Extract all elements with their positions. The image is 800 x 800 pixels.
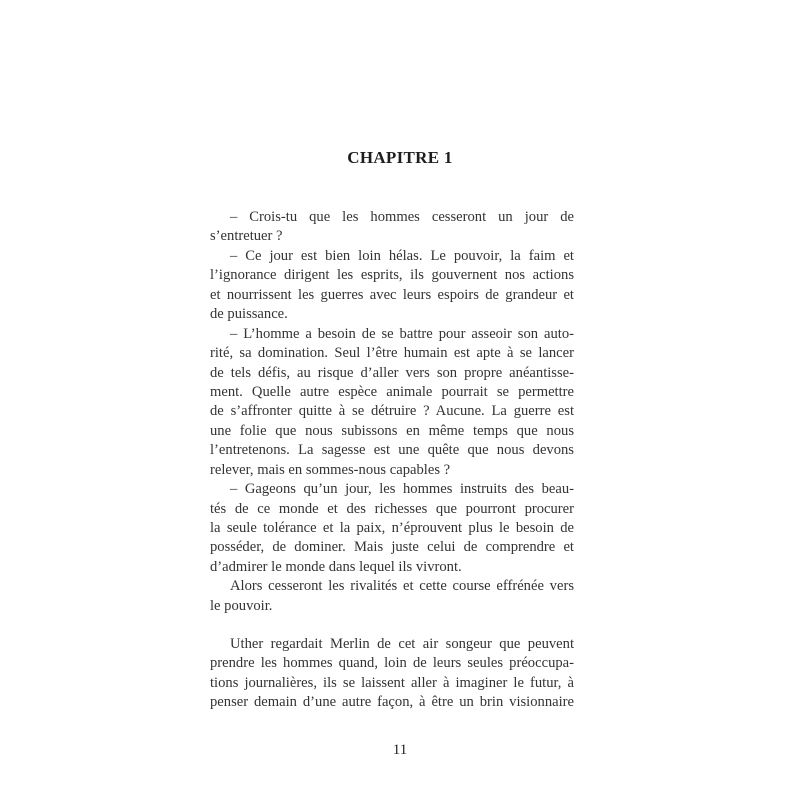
text-line: s’entretuer ? (210, 228, 283, 245)
text-line: de tels défis, au risque d’aller vers son propre anéantisse- (210, 364, 574, 381)
text-line: – Ce jour est bien loin hélas. Le pouvoir, la faim et (230, 247, 574, 264)
text-line: ment. Quelle autre espèce animale pourrait se permettre (210, 383, 574, 400)
text-line: la seule tolérance et la paix, n’éprouvent plus le besoin de (210, 520, 574, 536)
text-line: Alors cesseront les rivalités et cette course effrénée vers (230, 578, 574, 595)
text-line: de puissance. (210, 306, 288, 323)
text-line: d’admirer le monde dans lequel ils vivront. (210, 558, 462, 575)
text-line: et nourrissent les guerres avec leurs espoirs de grandeur et (210, 286, 574, 303)
text-line: penser demain d’une autre façon, à être un brin visionnaire (210, 694, 574, 711)
text-line: prendre les hommes quand, loin de leurs seules préoccupa- (210, 655, 574, 672)
text-line: une folie que nous subissons en même temps que nous (210, 422, 574, 439)
text-line: rité, sa domination. Seul l’être humain est apte à se lancer (210, 345, 574, 362)
text-line: tés de ce monde et des richesses que pourront procurer (210, 500, 574, 517)
narrative-paragraph (210, 635, 574, 713)
text-line: Uther regardait Merlin de cet air songeur que peuvent (230, 636, 574, 652)
text-line: tions journalières, ils se laissent aller à imaginer le futur, à (210, 674, 574, 691)
text-line: l’entretenons. La sagesse est une quête que nous devons (210, 442, 574, 459)
text-line: posséder, de dominer. Mais juste celui de comprendre et (210, 539, 574, 556)
text-line: de s’affronter quitte à se détruire ? Aucune. La guerre est (210, 403, 574, 420)
text-line: le pouvoir. (210, 597, 273, 614)
dialogue-paragraphs (210, 208, 574, 616)
page-number: 11 (392, 742, 408, 758)
text-line: l’ignorance dirigent les esprits, ils gouvernent nos actions (210, 267, 574, 284)
chapter-title: CHAPITRE 1 (347, 148, 453, 167)
text-line: – Crois-tu que les hommes cesseront un jour de (230, 209, 574, 225)
text-line: – Gageons qu’un jour, les hommes instruits des beau- (230, 481, 574, 498)
text-line: – L’homme a besoin de se battre pour asseoir son auto- (230, 325, 574, 342)
text-line: relever, mais en sommes-nous capables ? (210, 461, 451, 478)
